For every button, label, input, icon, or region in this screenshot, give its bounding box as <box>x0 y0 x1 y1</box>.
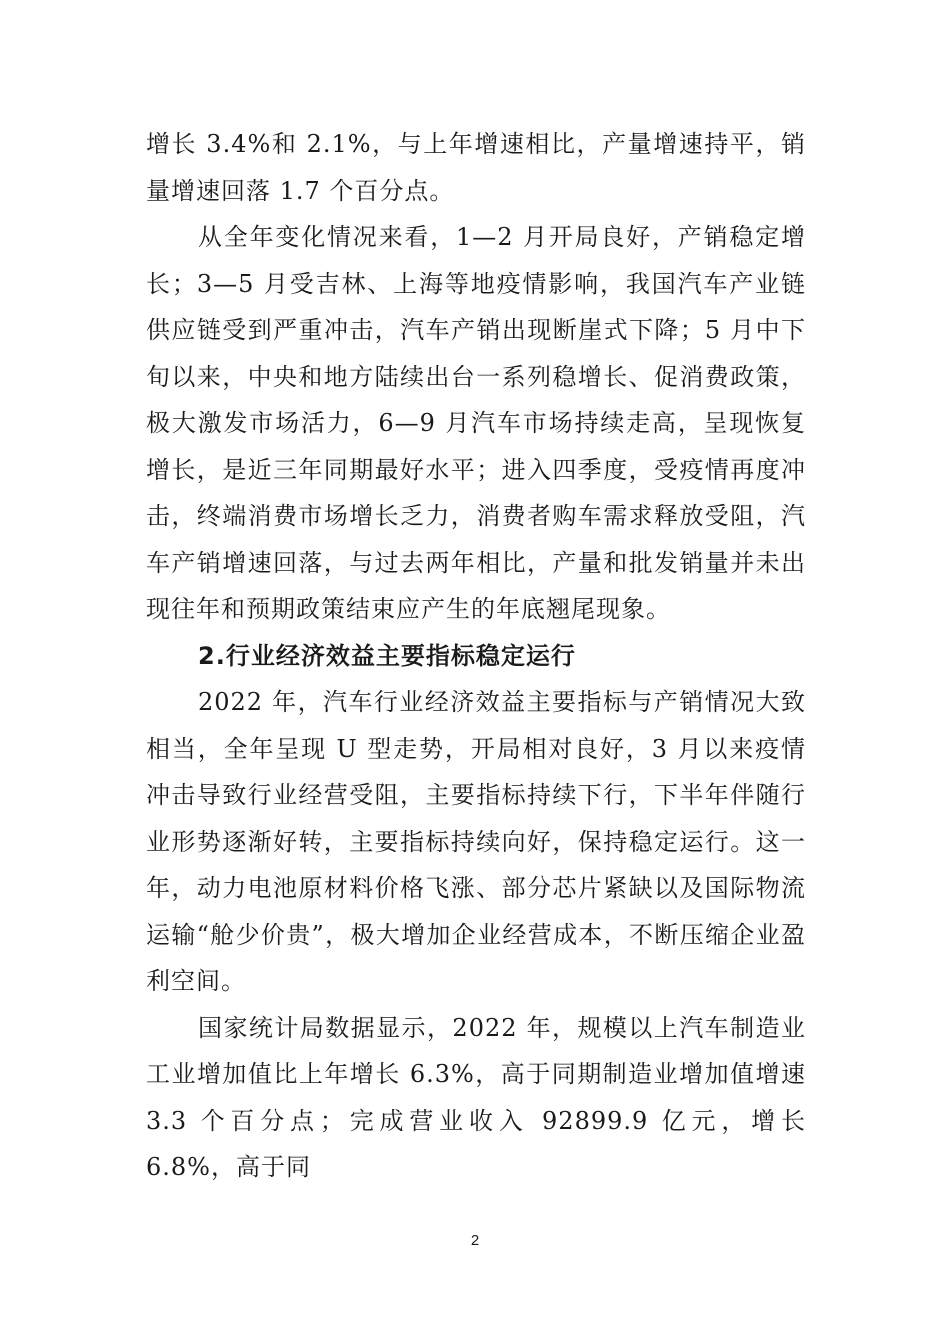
paragraph-statistics: 国家统计局数据显示，2022 年，规模以上汽车制造业工业增加值比上年增长 6.3%，高于同期制造业增加值增速 3.3 个百分点；完成营业收入 92899.9 亿元，增长 6.8%，高于同 <box>146 1013 815 1181</box>
paragraph-economic-benefits: 2022 年，汽车行业经济效益主要指标与产销情况大致相当，全年呈现 U 型走势，开局相对良好，3 月以来疫情冲击导致行业经营受阻，主要指标持续下行，下半年伴随行业形势逐渐好转，主要指标持续向好，保持稳定运行。这一年，动力电池原材料价格飞涨、部分芯片紧缺以及国际物流运输“舱少价贵”，极大增加企业经营成本，不断压缩企业盈利空间。 <box>146 688 806 995</box>
section-heading: 2.行业经济效益主要指标稳定运行 <box>198 641 576 670</box>
paragraph-annual-trend: 从全年变化情况来看，1—2 月开局良好，产销稳定增长；3—5 月受吉林、上海等地疫情影响，我国汽车产业链供应链受到严重冲击，汽车产销出现断崖式下降；5 月中下旬以来，中央和地方陆续出台一系列稳增长、促消费政策，极大激发市场活力，6—9 月汽车市场持续走高，呈现恢复增长，是近三年同期最好水平；进入四季度，受疫情再度冲击，终端消费市场增长乏力，消费者购车需求释放受阻，汽车产销增速回落，与过去两年相比，产量和批发销量并未出现往年和预期政策结束应产生的年底翘尾现象。 <box>146 223 806 623</box>
paragraph-continuation: 增长 3.4%和 2.1%，与上年增速相比，产量增速持平，销量增速回落 1.7 个百分点。 <box>146 130 806 205</box>
document-body <box>146 121 815 1191</box>
page-number: 2 <box>470 1232 480 1249</box>
